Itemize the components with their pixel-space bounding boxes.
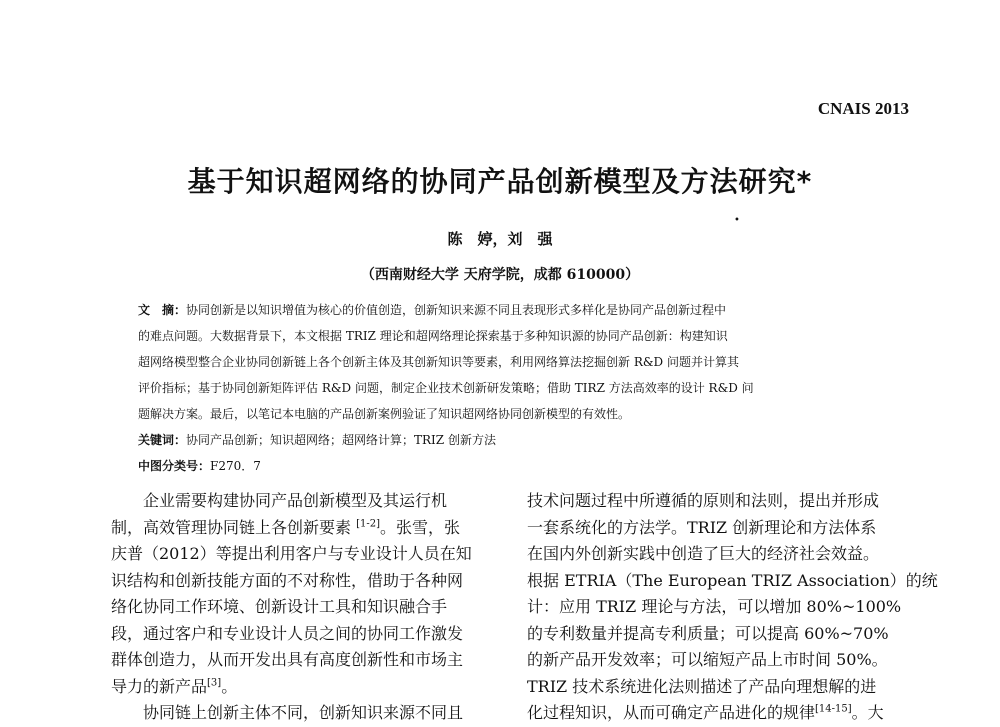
- clc-line: [138, 453, 878, 479]
- body-text: 化过程知识，从而可确定产品进化的规律: [527, 703, 816, 722]
- abstract-block: [138, 297, 878, 479]
- body-text: 的专利数量并提高专利质量；可以提高 60%~70%: [527, 623, 889, 643]
- body-text: 。大: [851, 703, 884, 722]
- conference-label: CNAIS 2013: [817, 99, 909, 118]
- body-column-right: [527, 488, 938, 727]
- body-text: 制，高效管理协同链上各创新要素: [111, 517, 357, 537]
- body-text: 的新产品开发效率；可以缩短产品上市时间 50%。: [527, 650, 888, 669]
- keywords-label: 关键词：: [138, 433, 187, 447]
- abstract-line: 的难点问题。大数据背景下，本文根据 TRIZ 理论和超网络理论探索基于多种知识源的协同产品创新：构建知识: [138, 329, 728, 343]
- citation-ref: [3]: [207, 677, 222, 689]
- scan-dot: •: [734, 215, 740, 226]
- citation-ref: [14-15]: [815, 703, 852, 715]
- abstract-line: 超网络模型整合企业协同创新链上各个创新主体及其创新知识等要素，利用网络算法挖掘创新 R&D 问题并计算其: [138, 355, 739, 369]
- body-text: 技术问题过程中所遵循的原则和法则，提出并形成: [527, 491, 880, 510]
- body-text: 导力的新产品: [111, 676, 208, 696]
- body-column-left: [111, 488, 496, 727]
- body-text-line: [111, 541, 496, 568]
- paper-title: 基于知识超网络的协同产品创新模型及方法研究*: [187, 165, 813, 198]
- clc-label: 中图分类号：: [138, 459, 211, 473]
- body-text: 庆普（2012）等提出利用客户与专业设计人员在知: [111, 544, 472, 563]
- body-text-line: [527, 621, 915, 648]
- clc-text: F270．7: [210, 459, 261, 473]
- body-text: 协同链上创新主体不同，创新知识来源不同且: [111, 703, 464, 722]
- body-text: 根据 ETRIA（The European TRIZ Association）的统: [527, 570, 938, 590]
- keywords-line: [138, 427, 878, 453]
- body-text: 在国内外创新实践中创造了巨大的经济社会效益。: [527, 544, 880, 563]
- body-text: 。张雪，张: [380, 517, 461, 537]
- body-text-line: [527, 674, 915, 701]
- authors: 陈 婷，刘 强: [447, 230, 553, 248]
- body-text-line: [527, 488, 915, 515]
- body-text-line: [111, 488, 496, 515]
- body-text-line: [111, 674, 496, 701]
- body-text-line: [527, 647, 915, 674]
- body-text-line: [527, 568, 938, 595]
- abstract-line: [138, 297, 878, 323]
- body-text-line: [111, 568, 496, 595]
- body-text-line: [527, 594, 915, 621]
- body-text-line: [111, 594, 496, 621]
- abstract-text: 协同创新是以知识增值为核心的价值创造，创新知识来源不同且表现形式多样化是协同产品创新过程中: [186, 303, 727, 317]
- citation-ref: [1-2]: [356, 518, 380, 530]
- body-text-line: [527, 515, 915, 542]
- body-text: 计：应用 TRIZ 理论与方法，可以增加 80%~100%: [527, 597, 902, 616]
- body-text: 企业需要构建协同产品创新模型及其运行机: [111, 491, 448, 510]
- affiliation: （西南财经大学 天府学院，成都 610000）: [360, 267, 640, 283]
- body-text: 群体创造力，从而开发出具有高度创新性和市场主: [111, 650, 464, 669]
- abstract-line: 题解决方案。最后，以笔记本电脑的产品创新案例验证了知识超网络协同创新模型的有效性。: [138, 407, 631, 421]
- body-text: 识结构和创新技能方面的不对称性，借助于各种网: [111, 570, 464, 590]
- body-text: 一套系统化的方法学。TRIZ 创新理论和方法体系: [527, 517, 877, 537]
- body-text-line: [111, 621, 496, 648]
- body-text: 段，通过客户和专业设计人员之间的协同工作激发: [111, 623, 464, 643]
- abstract-line: 评价指标；基于协同创新矩阵评估 R&D 问题，制定企业技术创新研发策略；借助 TIRZ 方法高效率的设计 R&D 问: [138, 381, 754, 395]
- body-text: 络化协同工作环境、创新设计工具和知识融合手: [111, 597, 448, 616]
- body-text-line: [111, 515, 496, 542]
- body-text: 。: [221, 676, 238, 696]
- body-text-line: [527, 541, 915, 568]
- body-text: TRIZ 技术系统进化法则描述了产品向理想解的进: [527, 676, 877, 696]
- keywords-text: 协同产品创新；知识超网络；超网络计算；TRIZ 创新方法: [186, 433, 496, 447]
- abstract-label: 文 摘：: [138, 303, 187, 317]
- body-text-line: [111, 700, 496, 727]
- body-text-line: [111, 647, 496, 674]
- body-text-line: [527, 700, 915, 727]
